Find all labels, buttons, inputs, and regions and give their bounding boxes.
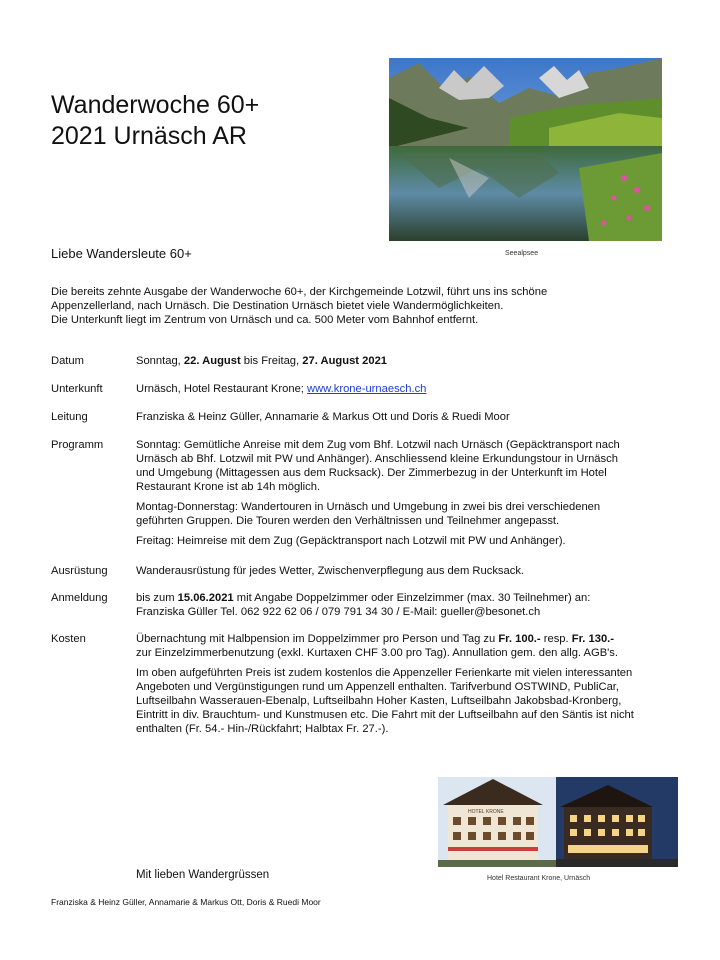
program-monday-thursday: Montag-Donnerstag: Wandertouren in Urnäsch und Umgebung in zwei bis drei verschiedenen geführten Gruppen. Die Touren werden den Verhältnissen und Teilnehmer angepasst.	[136, 501, 601, 527]
photo-caption-hotel: Hotel Restaurant Krone, Urnäsch	[487, 875, 591, 882]
program-friday: Freitag: Heimreise mit dem Zug (Gepäcktransport nach Lotzwil mit PW und Anhänger).	[136, 535, 566, 547]
value-leitung: Franziska & Heinz Güller, Annamarie & Markus Ott und Doris & Ruedi Moor	[136, 411, 510, 423]
signature-line: Franziska & Heinz Güller, Annamarie & Markus Ott, Doris & Ruedi Moor	[51, 897, 321, 907]
greeting: Liebe Wandersleute 60+	[51, 246, 192, 261]
hotel-krone-photo	[438, 777, 678, 867]
price-single: Fr. 130.-	[571, 633, 615, 645]
seealpsee-photo	[389, 58, 662, 241]
start-date: 22. August	[183, 355, 241, 367]
intro-line: Die Unterkunft liegt im Zentrum von Urnäsch und ca. 500 Meter vom Bahnhof entfernt.	[51, 314, 479, 326]
document-title	[51, 90, 259, 152]
hotel-website-link[interactable]: www.krone-urnaesch.ch	[307, 383, 427, 395]
photo-caption-seealpsee: Seealpsee	[505, 250, 539, 257]
closing-greeting: Mit lieben Wandergrüssen	[136, 869, 270, 881]
value-programm	[136, 438, 681, 548]
value-ausruestung: Wanderausrüstung für jedes Wetter, Zwischenverpflegung aus dem Rucksack.	[136, 565, 525, 577]
price-double: Fr. 100.-	[498, 633, 541, 645]
title-line-1: Wanderwoche 60+	[51, 91, 260, 119]
label-ausruestung: Ausrüstung	[51, 565, 108, 577]
intro-line: Die bereits zehnte Ausgabe der Wanderwoche 60+, der Kirchgemeinde Lotzwil, führt uns ins schöne	[51, 286, 548, 298]
cost-paragraph: Übernachtung mit Halbpension im Doppelzimmer pro Person und Tag zu Fr. 100.- resp. Fr. 130.- zur Einzelzimmerbenutzung (exkl. Kurtaxen CHF 3.00 pro Tag). Annullation gem. den allg. AGB's.	[136, 633, 618, 659]
value-anmeldung: bis zum 15.06.2021 mit Angabe Doppelzimmer oder Einzelzimmer (max. 30 Teilnehmer) an: Franziska Güller Tel. 062 922 62 06 / 079 791 34 30 / E-Mail: gueller@besonet.ch	[136, 592, 591, 618]
label-kosten: Kosten	[51, 633, 86, 645]
intro-line: Appenzellerland, nach Urnäsch. Die Destination Urnäsch bietet viele Wandermöglichkeiten.	[51, 300, 504, 312]
label-leitung: Leitung	[51, 411, 88, 423]
label-unterkunft: Unterkunft	[51, 383, 103, 395]
label-programm: Programm	[51, 439, 104, 451]
value-datum: Sonntag, 22. August bis Freitag, 27. August 2021	[136, 355, 388, 367]
value-unterkunft: Urnäsch, Hotel Restaurant Krone; www.krone-urnaesch.ch	[136, 383, 427, 395]
title-line-2: 2021 Urnäsch AR	[51, 122, 247, 150]
included-paragraph: Im oben aufgeführten Preis ist zudem kostenlos die Appenzeller Ferienkarte mit vielen interessanten Angeboten und Vergünstigungen rund um Appenzell enthalten. Tarifverbund OSTWIND, PubliCar, Luftseilbahn Wasserauen-Ebenalp, Luftseilbahn Hoher Kasten, Luftseilbahn Jakobsbad-Kronberg, Eintritt in div. Brauchtum- und Kunstmusen etc. Die Fahrt mit der Luftseilbahn auf den Säntis ist nicht enthalten (Fr. 54.- Hin-/Rückfahrt; Halbtax Fr. 27.-).	[136, 667, 634, 735]
label-datum: Datum	[51, 355, 84, 367]
program-sunday: Sonntag: Gemütliche Anreise mit dem Zug vom Bhf. Lotzwil nach Urnäsch (Gepäcktransport nach Urnäsch ab Bhf. Lotzwil mit PW und Anhänger). Anschliessend kleine Erkundungstour in Urnäsch und Umgebung (Mittagessen aus dem Rucksack). Der Zimmerbezug in der Unterkunft im Hotel Restaurant Krone ist ab 14h möglich.	[136, 439, 620, 493]
label-anmeldung: Anmeldung	[51, 592, 108, 604]
intro-paragraph	[51, 285, 681, 327]
registration-deadline: 15.06.2021	[177, 592, 234, 604]
end-date: 27. August 2021	[302, 355, 388, 367]
hotel-sign: HOTEL KRONE	[468, 809, 504, 815]
value-kosten	[136, 632, 681, 736]
